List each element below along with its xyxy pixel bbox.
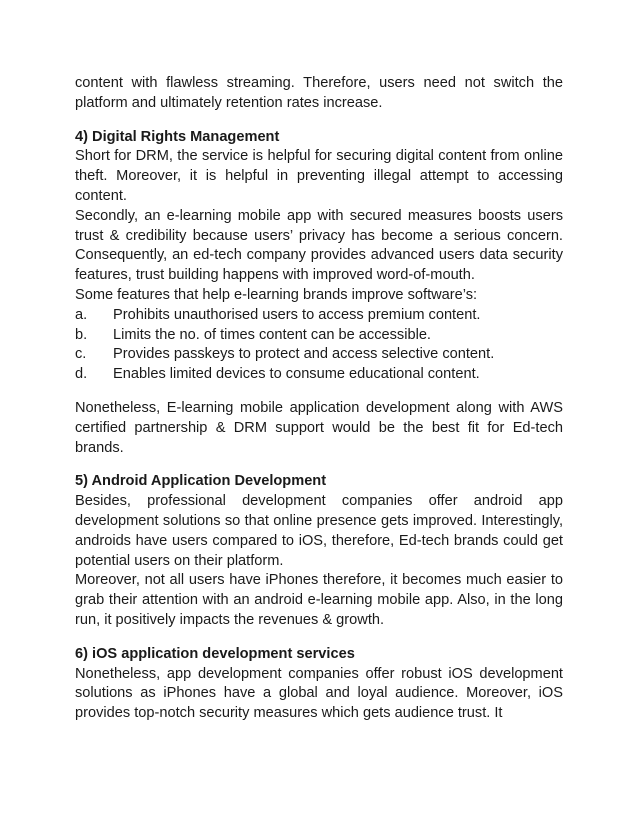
- section-5-paragraph-1: Besides, professional development companies offer android app development solutions so that online presence gets improved. Interestingly, androids have users compared to iOS, therefore, Ed-tech brands could get potential users on their platform.: [75, 493, 563, 569]
- list-marker: b.: [75, 326, 88, 343]
- section-4-paragraph-2: Secondly, an e-learning mobile app with secured measures boosts users trust & credibility because users’ privacy has become a serious concern. Consequently, an ed-tech company provides advanced users data security features, trust building happens with improved word-of-mouth.: [75, 207, 563, 284]
- spacer: [75, 631, 563, 645]
- spacer: [75, 385, 563, 399]
- section-6-paragraph-1: Nonetheless, app development companies offer robust iOS development solutions as iPhones have a global and loyal audience. Moreover, iOS provides top-notch security measures which gets audience trust. It: [75, 665, 563, 722]
- spacer: [75, 458, 563, 472]
- list-item-text: Prohibits unauthorised users to access premium content.: [113, 306, 481, 323]
- section-4-heading: 4) Digital Rights Management: [75, 128, 280, 145]
- list-item-text: Provides passkeys to protect and access selective content.: [113, 346, 495, 363]
- list-marker: a.: [75, 306, 88, 323]
- features-list: [75, 306, 563, 385]
- list-marker: d.: [75, 366, 88, 383]
- list-item-text: Enables limited devices to consume educational content.: [113, 366, 480, 383]
- list-item: [75, 365, 563, 385]
- section-4-paragraph-3: Some features that help e-learning brands improve software’s:: [75, 286, 478, 303]
- intro-paragraph: content with flawless streaming. Therefore, users need not switch the platform and ultimately retention rates increase.: [75, 75, 563, 111]
- section-5-paragraph-2: Moreover, not all users have iPhones therefore, it becomes much easier to grab their attention with an android e-learning mobile app. Also, in the long run, it positively impacts the revenues & growth.: [75, 572, 563, 628]
- section-5-heading: 5) Android Application Development: [75, 473, 327, 490]
- list-item-text: Limits the no. of times content can be accessible.: [113, 326, 431, 343]
- list-item: [75, 345, 563, 365]
- section-6-heading: 6) iOS application development services: [75, 645, 355, 662]
- spacer: [75, 114, 563, 128]
- document-page: [75, 74, 563, 724]
- section-4-paragraph-1: Short for DRM, the service is helpful for securing digital content from online theft. Moreover, it is helpful in preventing illegal attempt to accessing content.: [75, 148, 563, 204]
- list-item: [75, 326, 563, 346]
- list-marker: c.: [75, 346, 87, 363]
- section-4-paragraph-4: Nonetheless, E-learning mobile application development along with AWS certified partnership & DRM support would be the best fit for Ed-tech brands.: [75, 399, 563, 456]
- list-item: [75, 306, 563, 326]
